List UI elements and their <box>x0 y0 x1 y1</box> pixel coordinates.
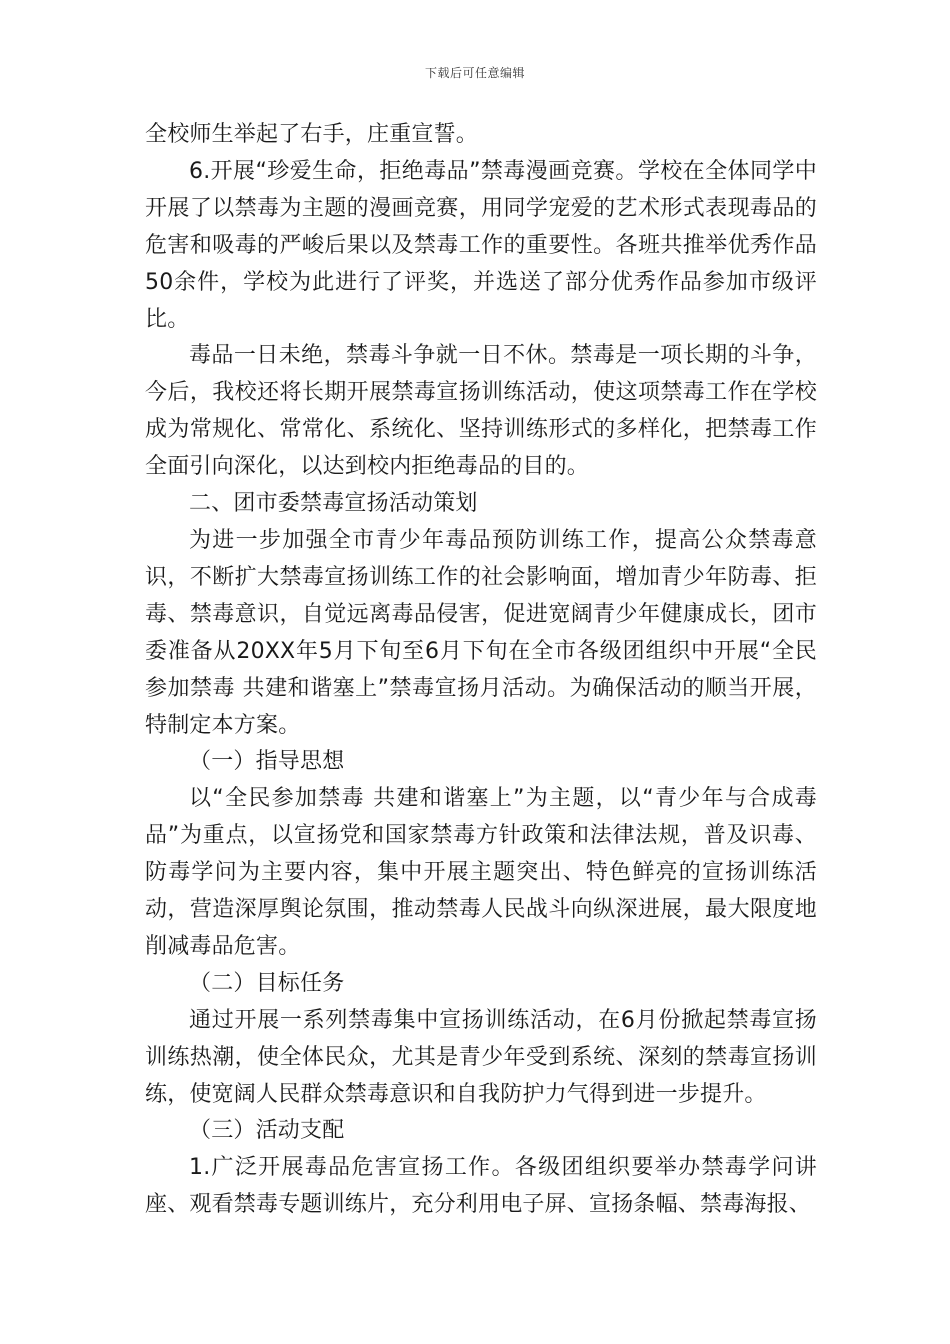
paragraph-2: 6.开展“珍爱生命，拒绝毒品”禁毒漫画竞赛。学校在全体同学中开展了以禁毒为主题的漫画竞赛，用同学宠爱的艺术形式表现毒品的危害和吸毒的严峻后果以及禁毒工作的重要性。各班共推举优秀作品50余件，学校为此进行了评奖，并选送了部分优秀作品参加市级评比。 <box>145 158 817 332</box>
paragraph-6: 通过开展一系列禁毒集中宣扬训练活动，在6月份掀起禁毒宣扬训练热潮，使全体民众，尤其是青少年受到系统、深刻的禁毒宣扬训练，使宽阔人民群众禁毒意识和自我防护力气得到进一步提升。 <box>145 1007 817 1107</box>
paragraph-1: 全校师生举起了右手，庄重宣誓。 <box>145 122 479 147</box>
paragraph-3: 毒品一日未绝，禁毒斗争就一日不休。禁毒是一项长期的斗争，今后，我校还将长期开展禁毒宣扬训练活动，使这项禁毒工作在学校成为常规化、常常化、系统化、坚持训练形式的多样化，把禁毒工作全面引向深化，以达到校内拒绝毒品的目的。 <box>145 343 817 480</box>
subsection-heading-1: （一）指导思想 <box>189 749 345 775</box>
subsection-heading-2: （二）目标任务 <box>189 970 345 996</box>
section-heading-2: 二、团市委禁毒宣扬活动策划 <box>189 491 478 517</box>
document-body <box>145 117 817 1224</box>
paragraph-5: 以“全民参加禁毒 共建和谐塞上”为主题，以“青少年与合成毒品”为重点，以宣扬党和国家禁毒方针政策和法律法规，普及识毒、防毒学问为主要内容，集中开展主题突出、特色鲜亮的宣扬训练活动，营造深厚舆论氛围，推动禁毒人民战斗向纵深进展，最大限度地削减毒品危害。 <box>145 786 817 959</box>
subsection-heading-3: （三）活动支配 <box>189 1118 345 1144</box>
paragraph-7: 1.广泛开展毒品危害宣扬工作。各级团组织要举办禁毒学问讲座、观看禁毒专题训练片，充分利用电子屏、宣扬条幅、禁毒海报、 <box>145 1155 817 1218</box>
page-header: 下载后可任意编辑 <box>424 66 525 80</box>
paragraph-4: 为进一步加强全市青少年毒品预防训练工作，提高公众禁毒意识，不断扩大禁毒宣扬训练工作的社会影响面，增加青少年防毒、拒毒、禁毒意识，自觉远离毒品侵害，促进宽阔青少年健康成长，团市委准备从20XX年5月下旬至6月下旬在全市各级团组织中开展“全民参加禁毒 共建和谐塞上”禁毒宣扬月活动。为确保活动的顺当开展，特制定本方案。 <box>145 527 817 738</box>
